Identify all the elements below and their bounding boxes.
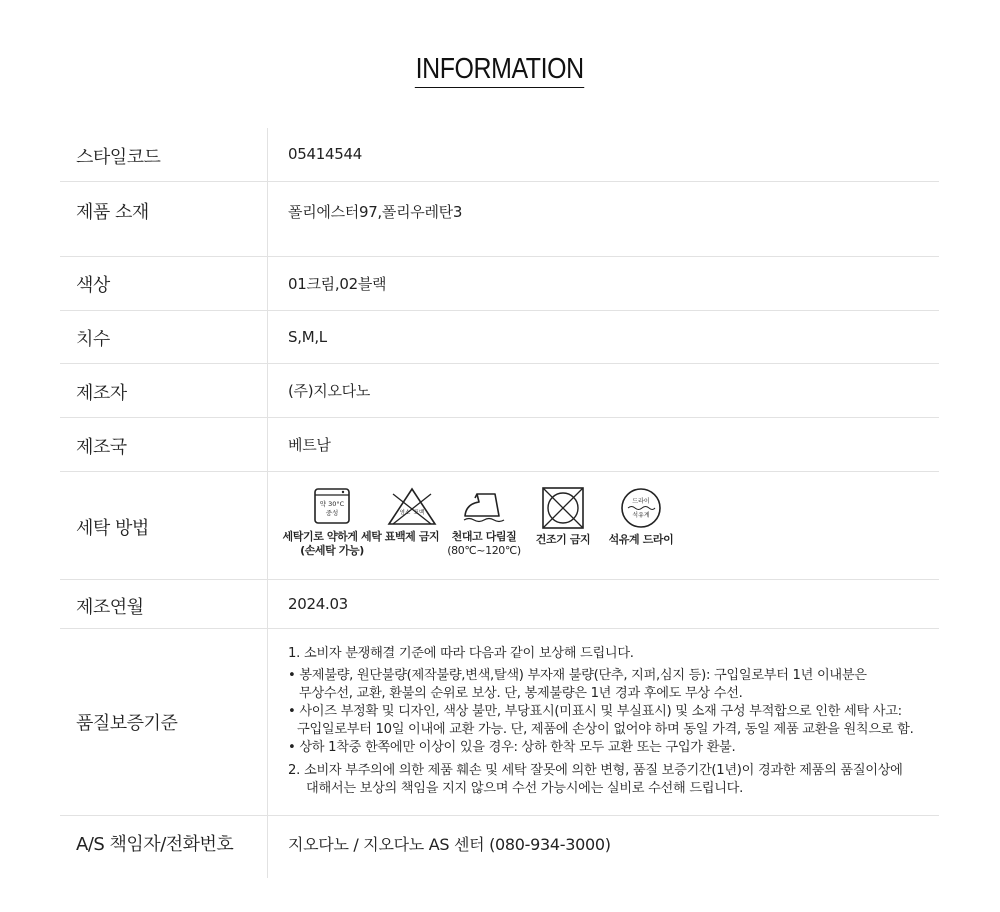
care-dry-clean xyxy=(600,486,682,547)
care-iron-label: 천대고 다림질 (80℃~120℃) xyxy=(447,530,521,557)
material-label: 제품 소재 xyxy=(76,202,149,223)
quality-p1: 1. 소비자 분쟁해결 기준에 따라 다음과 같이 보상해 드립니다. xyxy=(288,646,634,661)
care-iron xyxy=(442,486,526,558)
row-style-code xyxy=(60,128,939,182)
size-label: 치수 xyxy=(76,329,110,350)
size-value: S,M,L xyxy=(288,328,327,346)
wash-30-icon xyxy=(312,486,352,526)
row-date xyxy=(60,580,939,629)
page-title: INFORMATION xyxy=(415,52,585,88)
quality-text xyxy=(288,645,913,798)
row-as xyxy=(60,816,939,876)
row-color xyxy=(60,257,939,311)
care-dryer xyxy=(526,486,600,547)
as-value: 지오다노 / 지오다노 AS 센터 (080-934-3000) xyxy=(288,835,611,854)
svg-text:드라이: 드라이 xyxy=(632,498,650,505)
svg-text:석유계: 석유계 xyxy=(632,512,650,519)
iron-icon xyxy=(461,486,507,526)
date-value: 2024.03 xyxy=(288,595,348,613)
quality-bullets: • 봉제불량, 원단불량(제작불량,변색,탈색) 부자재 불량(단추, 지퍼,심지 등): 구입일로부터 1년 이내분은 무상수선, 교환, 환불의 순위로 보상. 단, 봉제불량은 1년 경과 후에도 무상 수선. • 사이즈 부정확 및 디자인, 색상 불만, 부당표시(미표시 및 부실표시) 및 소재 구성 부적합으로 인한 세탁 사고: 구입일로부터 10일 이내에 교환 가능. 단, 제품에 손상이 없어야 하며 동일 가격, 동일 제품 교환을 원칙으로 함. • 상하 1착중 한쪽에만 이상이 있을 경우: 상하 한착 모두 교환 또는 구입가 환불. xyxy=(288,668,914,755)
washing-label: 세탁 방법 xyxy=(76,518,149,539)
color-value: 01크림,02블랙 xyxy=(288,275,387,293)
care-wash xyxy=(282,486,382,558)
row-size xyxy=(60,311,939,364)
style-code-label: 스타일코드 xyxy=(76,147,161,168)
care-dry-clean-label: 석유계 드라이 xyxy=(608,533,674,546)
care-dryer-label: 건조기 금지 xyxy=(535,533,591,546)
material-value: 폴리에스터97,폴리우레탄3 xyxy=(288,203,463,221)
row-material xyxy=(60,182,939,257)
care-bleach-label: 표백제 금지 xyxy=(384,530,440,543)
quality-p2: 2. 소비자 부주의에 의한 제품 훼손 및 세탁 잘못에 의한 변형, 품질 보증기간(1년)이 경과한 제품의 품질이상에 대해서는 보상의 책임을 지지 않으며 수선 가능시에는 실비로 수선해 드립니다. xyxy=(288,763,903,796)
care-icons xyxy=(282,486,682,558)
color-label: 색상 xyxy=(76,275,110,296)
svg-text:표백: 표백 xyxy=(413,510,425,516)
care-wash-label: 세탁기로 약하게 세탁 (손세탁 가능) xyxy=(282,530,382,557)
svg-text:염소: 염소 xyxy=(399,510,411,516)
row-maker xyxy=(60,364,939,418)
care-bleach xyxy=(382,486,442,544)
quality-label: 품질보증기준 xyxy=(76,713,178,734)
maker-value: (주)지오다노 xyxy=(288,382,371,400)
no-bleach-icon xyxy=(385,486,439,526)
no-tumble-dry-icon xyxy=(541,486,585,530)
style-code-value: 05414544 xyxy=(288,145,362,163)
info-table xyxy=(60,128,939,876)
svg-text:약 30°C: 약 30°C xyxy=(319,500,345,508)
as-label: A/S 책임자/전화번호 xyxy=(76,834,234,855)
petroleum-dry-icon xyxy=(619,486,663,530)
maker-label: 제조자 xyxy=(76,383,127,404)
country-value: 베트남 xyxy=(288,436,331,454)
row-washing xyxy=(60,472,939,580)
date-label: 제조연월 xyxy=(76,597,144,618)
row-quality xyxy=(60,629,939,816)
svg-text:중성: 중성 xyxy=(325,509,339,517)
row-country xyxy=(60,418,939,472)
title-wrap xyxy=(0,52,1000,88)
country-label: 제조국 xyxy=(76,437,127,458)
